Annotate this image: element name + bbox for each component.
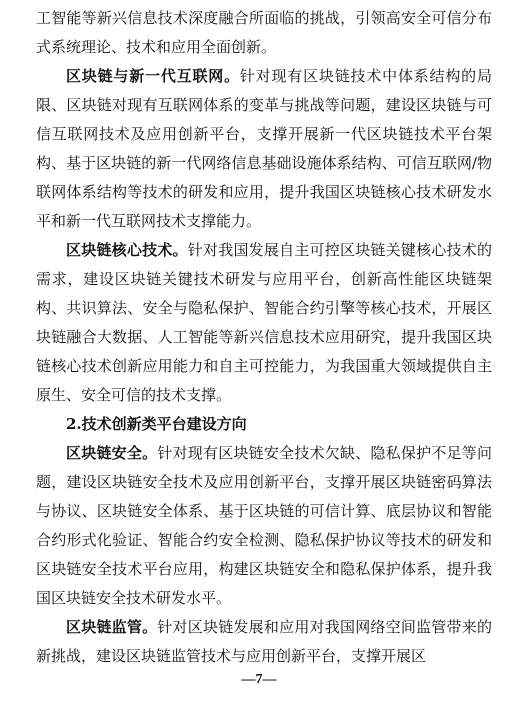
paragraph-core-technology	[36, 236, 492, 410]
paragraph-body: 针对区块链发展和应用对我国网络空间监管带来的新挑战，建设区块链监管技术与应用创新平台，支撑开展区	[36, 618, 492, 665]
section-heading: 2.技术创新类平台建设方向	[66, 415, 247, 433]
paragraph-heading: 区块链与新一代互联网。	[66, 67, 240, 85]
continuation-paragraph: 工智能等新兴信息技术深度融合所面临的挑战，引领高安全可信分布式系统理论、技术和应用全面创新。	[36, 9, 492, 56]
paragraph-heading: 区块链监管。	[66, 618, 158, 636]
paragraph-security	[36, 439, 492, 613]
paragraph-heading: 区块链核心技术。	[66, 241, 188, 259]
paragraph-body: 针对现有区块链技术中体系结构的局限、区块链对现有互联网体系的变革与挑战等问题，建设区块链与可信互联网技术及应用创新平台，支撑开展新一代区块链技术平台架构、基于区块链的新一代网络信息基础设施体系结构、可信互联网/物联网体系结构等技术的研发和应用，提升我国区块链核心技术研发水平和新一代互联网技术支撑能力。	[36, 67, 492, 230]
paragraph-heading: 区块链安全。	[66, 444, 158, 462]
page-number: —7—	[241, 672, 277, 687]
paragraph-body: 针对现有区块链安全技术欠缺、隐私保护不足等问题，建设区块链安全技术及应用创新平台，支撑开展区块链密码算法与协议、区块链安全体系、基于区块链的可信计算、底层协议和智能合约形式化验证、智能合约安全检测、隐私保护协议等技术的研发和区块链安全技术平台应用，构建区块链安全和隐私保护体系，提升我国区块链安全技术研发水平。	[36, 444, 492, 607]
paragraph-body: 针对我国发展自主可控区块链关键核心技术的需求，建设区块链关键技术研发与应用平台，创新高性能区块链架构、共识算法、安全与隐私保护、智能合约引擎等核心技术，开展区块链融合大数据、人工智能等新兴信息技术应用研究，提升我国区块链核心技术创新应用能力和自主可控能力，为我国重大领域提供自主原生、安全可信的技术支撑。	[36, 241, 492, 404]
paragraph-internet	[36, 62, 492, 236]
document-body	[36, 4, 492, 671]
paragraph-regulation	[36, 613, 492, 671]
